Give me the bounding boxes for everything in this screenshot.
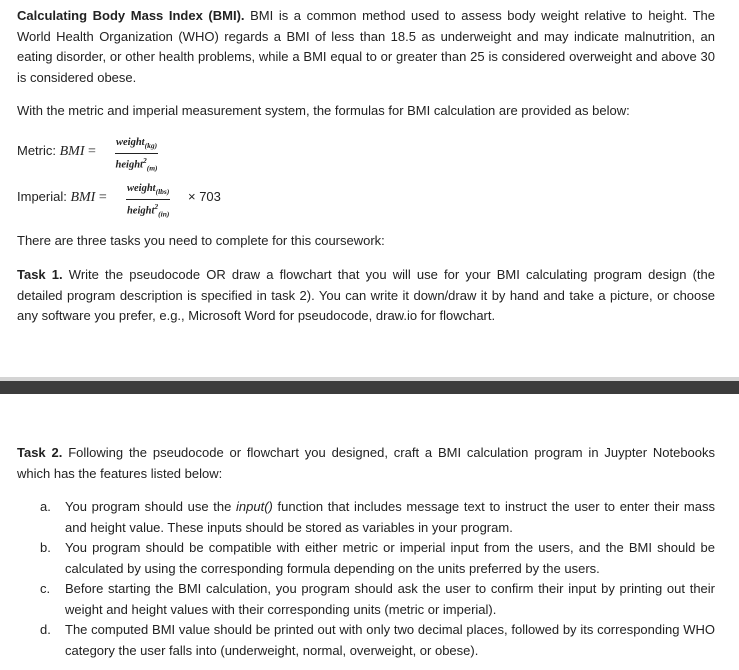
task2-paragraph: [17, 443, 715, 484]
imperial-denominator: height$^2_{(in)}$: [126, 202, 170, 219]
metric-bmi-symbol: BMI: [59, 144, 85, 159]
task1-text: Write the pseudocode OR draw a flowchart that you will use for your BMI calculating program design (the detailed program description is specified in task 2). You can write it down/draw it by hand and take a picture, or choose any software you prefer, e.g., Microsoft Word for pseudocode, draw.io for flowchart.: [17, 267, 715, 323]
task1-paragraph: [17, 265, 715, 327]
imperial-fraction: [126, 183, 170, 221]
input-function-code: input(): [236, 499, 273, 514]
metric-label: Metric:: [17, 143, 60, 158]
intro-text: BMI is a common method used to assess body weight relative to height. The World Health Organization (WHO) regards a BMI of less than 18.5 as underweight and may indicate malnutrition, an eating disorder, or other health problems, while a BMI equal to or greater than 25 is considered overweight and above 30 is considered obese.: [17, 8, 715, 85]
task2-feature-list: [40, 497, 715, 661]
list-item: a. You program should use the input() function that includes message text to instruct the user to enter their mass and height value. These inputs should be stored as variables in your program.: [40, 499, 715, 535]
intro-paragraph: [17, 6, 715, 88]
metric-numerator: weight$_{(kg)}$: [115, 137, 158, 154]
metric-denominator: height$^2_{(m)}$: [115, 156, 158, 173]
intro-title: Calculating Body Mass Index (BMI).: [17, 8, 245, 23]
list-item: b. You program should be compatible with either metric or imperial input from the users, and the BMI should be calculated by using the corresponding formula depending on the units preferred by the users.: [40, 540, 715, 576]
list-marker: d.: [40, 622, 51, 637]
page-break-divider: [0, 381, 739, 394]
imperial-label: Imperial:: [17, 189, 71, 204]
task1-label: Task 1.: [17, 267, 63, 282]
imperial-numerator: weight$_{(lbs)}$: [126, 183, 170, 200]
formulas-intro: With the metric and imperial measurement system, the formulas for BMI calculation are provided as below:: [17, 103, 630, 118]
imperial-bmi-symbol: BMI: [70, 190, 96, 205]
imperial-equals: =: [95, 190, 107, 205]
list-marker: c.: [40, 581, 51, 596]
imperial-multiplier: × 703: [188, 189, 221, 204]
list-marker: b.: [40, 540, 51, 555]
metric-fraction: [115, 137, 158, 175]
list-item: d. The computed BMI value should be printed out with only two decimal places, followed by its corresponding WHO category the user falls into (underweight, normal, overweight, or obese).: [40, 622, 715, 658]
metric-formula: [17, 137, 317, 177]
task2-text: Following the pseudocode or flowchart you designed, craft a BMI calculation program in Juypter Notebooks which has the features listed below:: [17, 445, 716, 481]
metric-equals: =: [84, 144, 96, 159]
list-item: c. Before starting the BMI calculation, you program should ask the user to confirm their input by printing out their weight and height values with their corresponding units (metric or imperial).: [40, 581, 715, 617]
list-marker: a.: [40, 499, 51, 514]
imperial-formula: [17, 183, 317, 223]
tasks-intro: There are three tasks you need to complete for this coursework:: [17, 233, 385, 248]
task2-label: Task 2.: [17, 445, 63, 460]
